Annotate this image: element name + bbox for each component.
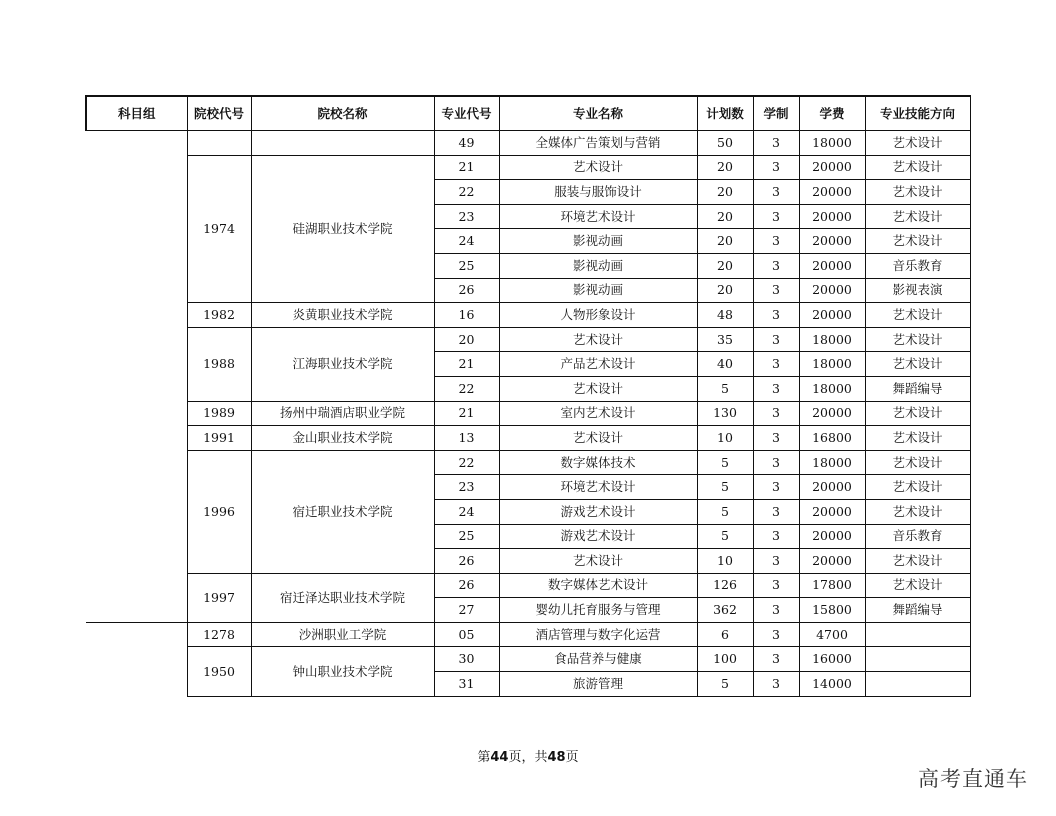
skill-direction-cell: 艺术设计 <box>865 180 970 205</box>
skill-direction-cell: 音乐教育 <box>865 524 970 549</box>
plan-count-cell: 40 <box>697 352 753 377</box>
skill-direction-cell: 艺术设计 <box>865 549 970 574</box>
plan-count-cell: 20 <box>697 229 753 254</box>
tuition-cell: 14000 <box>799 672 865 697</box>
major-code-cell: 24 <box>434 499 499 524</box>
plan-count-cell: 20 <box>697 180 753 205</box>
tuition-cell: 20000 <box>799 524 865 549</box>
major-code-cell: 22 <box>434 450 499 475</box>
major-code-cell: 26 <box>434 549 499 574</box>
plan-count-cell: 6 <box>697 622 753 647</box>
admission-plan-table <box>85 95 971 697</box>
major-name-cell: 游戏艺术设计 <box>499 499 697 524</box>
duration-cell: 3 <box>753 598 799 623</box>
major-name-cell: 影视动画 <box>499 278 697 303</box>
tuition-cell: 15800 <box>799 598 865 623</box>
footer-suffix: 页 <box>565 750 579 765</box>
page-footer <box>0 746 1056 765</box>
major-name-cell: 环境艺术设计 <box>499 475 697 500</box>
plan-count-cell: 5 <box>697 376 753 401</box>
watermark: 高考直通车 <box>918 767 1028 791</box>
header-skill-direction: 专业技能方向 <box>865 96 970 131</box>
skill-direction-cell: 艺术设计 <box>865 499 970 524</box>
duration-cell: 3 <box>753 352 799 377</box>
plan-count-cell: 35 <box>697 327 753 352</box>
header-plan-count: 计划数 <box>697 96 753 131</box>
major-code-cell: 23 <box>434 475 499 500</box>
plan-count-cell: 20 <box>697 253 753 278</box>
school-code-cell: 1988 <box>187 327 251 401</box>
skill-direction-cell: 影视表演 <box>865 278 970 303</box>
table-row <box>86 647 970 672</box>
table-row <box>86 303 970 328</box>
plan-count-cell: 20 <box>697 155 753 180</box>
skill-direction-cell: 艺术设计 <box>865 475 970 500</box>
major-code-cell: 49 <box>434 131 499 156</box>
major-code-cell: 16 <box>434 303 499 328</box>
major-name-cell: 室内艺术设计 <box>499 401 697 426</box>
major-code-cell: 31 <box>434 672 499 697</box>
school-name-cell: 炎黄职业技术学院 <box>251 303 434 328</box>
school-code-cell: 1950 <box>187 647 251 696</box>
duration-cell: 3 <box>753 180 799 205</box>
table-row <box>86 573 970 598</box>
table-row <box>86 622 970 647</box>
header-school-name: 院校名称 <box>251 96 434 131</box>
duration-cell: 3 <box>753 155 799 180</box>
school-code-cell: 1278 <box>187 622 251 647</box>
plan-count-cell: 5 <box>697 672 753 697</box>
tuition-cell: 16800 <box>799 426 865 451</box>
table-row <box>86 401 970 426</box>
tuition-cell: 20000 <box>799 401 865 426</box>
school-name-cell <box>251 131 434 156</box>
school-code-cell: 1996 <box>187 450 251 573</box>
duration-cell: 3 <box>753 475 799 500</box>
plan-count-cell: 130 <box>697 401 753 426</box>
tuition-cell: 20000 <box>799 204 865 229</box>
school-code-cell: 1991 <box>187 426 251 451</box>
table-row <box>86 155 970 180</box>
plan-count-cell: 362 <box>697 598 753 623</box>
skill-direction-cell: 艺术设计 <box>865 229 970 254</box>
major-name-cell: 艺术设计 <box>499 376 697 401</box>
major-name-cell: 人物形象设计 <box>499 303 697 328</box>
major-name-cell: 影视动画 <box>499 229 697 254</box>
major-code-cell: 21 <box>434 352 499 377</box>
table-header-row <box>86 96 970 131</box>
school-name-cell: 沙洲职业工学院 <box>251 622 434 647</box>
school-name-cell: 江海职业技术学院 <box>251 327 434 401</box>
header-school-code: 院校代号 <box>187 96 251 131</box>
major-code-cell: 26 <box>434 573 499 598</box>
major-name-cell: 旅游管理 <box>499 672 697 697</box>
table-row <box>86 327 970 352</box>
tuition-cell: 20000 <box>799 303 865 328</box>
skill-direction-cell: 艺术设计 <box>865 155 970 180</box>
total-pages: 48 <box>547 750 566 765</box>
tuition-cell: 20000 <box>799 475 865 500</box>
major-name-cell: 数字媒体技术 <box>499 450 697 475</box>
skill-direction-cell: 艺术设计 <box>865 204 970 229</box>
duration-cell: 3 <box>753 573 799 598</box>
major-name-cell: 婴幼儿托育服务与管理 <box>499 598 697 623</box>
major-code-cell: 20 <box>434 327 499 352</box>
plan-count-cell: 5 <box>697 450 753 475</box>
header-subject-group: 科目组 <box>86 96 187 131</box>
duration-cell: 3 <box>753 204 799 229</box>
major-name-cell: 产品艺术设计 <box>499 352 697 377</box>
major-code-cell: 24 <box>434 229 499 254</box>
page-number: 44 <box>490 750 509 765</box>
skill-direction-cell <box>865 622 970 647</box>
major-code-cell: 05 <box>434 622 499 647</box>
tuition-cell: 18000 <box>799 327 865 352</box>
subject-group-cell <box>86 622 187 696</box>
duration-cell: 3 <box>753 549 799 574</box>
major-name-cell: 食品营养与健康 <box>499 647 697 672</box>
plan-count-cell: 100 <box>697 647 753 672</box>
major-code-cell: 21 <box>434 155 499 180</box>
duration-cell: 3 <box>753 426 799 451</box>
major-code-cell: 21 <box>434 401 499 426</box>
header-tuition: 学费 <box>799 96 865 131</box>
tuition-cell: 20000 <box>799 499 865 524</box>
tuition-cell: 16000 <box>799 647 865 672</box>
footer-mid: 页，共 <box>508 750 548 765</box>
major-name-cell: 艺术设计 <box>499 155 697 180</box>
school-name-cell: 钟山职业技术学院 <box>251 647 434 696</box>
table-row <box>86 426 970 451</box>
subject-group-cell <box>86 131 187 623</box>
major-name-cell: 游戏艺术设计 <box>499 524 697 549</box>
major-name-cell: 影视动画 <box>499 253 697 278</box>
plan-count-cell: 48 <box>697 303 753 328</box>
school-code-cell: 1974 <box>187 155 251 303</box>
tuition-cell: 4700 <box>799 622 865 647</box>
major-name-cell: 数字媒体艺术设计 <box>499 573 697 598</box>
duration-cell: 3 <box>753 303 799 328</box>
plan-count-cell: 50 <box>697 131 753 156</box>
duration-cell: 3 <box>753 672 799 697</box>
tuition-cell: 18000 <box>799 131 865 156</box>
major-code-cell: 23 <box>434 204 499 229</box>
plan-count-cell: 5 <box>697 524 753 549</box>
duration-cell: 3 <box>753 647 799 672</box>
tuition-cell: 20000 <box>799 180 865 205</box>
table-row <box>86 450 970 475</box>
major-code-cell: 25 <box>434 524 499 549</box>
tuition-cell: 20000 <box>799 229 865 254</box>
skill-direction-cell: 艺术设计 <box>865 573 970 598</box>
duration-cell: 3 <box>753 524 799 549</box>
major-code-cell: 22 <box>434 180 499 205</box>
skill-direction-cell: 舞蹈编导 <box>865 598 970 623</box>
duration-cell: 3 <box>753 253 799 278</box>
skill-direction-cell: 音乐教育 <box>865 253 970 278</box>
major-name-cell: 艺术设计 <box>499 549 697 574</box>
tuition-cell: 17800 <box>799 573 865 598</box>
skill-direction-cell: 艺术设计 <box>865 401 970 426</box>
duration-cell: 3 <box>753 499 799 524</box>
school-name-cell: 宿迁职业技术学院 <box>251 450 434 573</box>
major-code-cell: 22 <box>434 376 499 401</box>
school-name-cell: 宿迁泽达职业技术学院 <box>251 573 434 622</box>
duration-cell: 3 <box>753 622 799 647</box>
table-row <box>86 131 970 156</box>
skill-direction-cell <box>865 672 970 697</box>
tuition-cell: 18000 <box>799 352 865 377</box>
duration-cell: 3 <box>753 327 799 352</box>
school-name-cell: 扬州中瑞酒店职业学院 <box>251 401 434 426</box>
footer-prefix: 第 <box>477 750 491 765</box>
duration-cell: 3 <box>753 278 799 303</box>
skill-direction-cell: 舞蹈编导 <box>865 376 970 401</box>
major-name-cell: 艺术设计 <box>499 426 697 451</box>
plan-count-cell: 5 <box>697 499 753 524</box>
school-name-cell: 硅湖职业技术学院 <box>251 155 434 303</box>
major-name-cell: 全媒体广告策划与营销 <box>499 131 697 156</box>
plan-count-cell: 20 <box>697 278 753 303</box>
major-name-cell: 酒店管理与数字化运营 <box>499 622 697 647</box>
school-code-cell: 1982 <box>187 303 251 328</box>
skill-direction-cell: 艺术设计 <box>865 303 970 328</box>
tuition-cell: 18000 <box>799 376 865 401</box>
duration-cell: 3 <box>753 376 799 401</box>
tuition-cell: 20000 <box>799 278 865 303</box>
header-duration: 学制 <box>753 96 799 131</box>
duration-cell: 3 <box>753 229 799 254</box>
plan-count-cell: 10 <box>697 549 753 574</box>
school-code-cell: 1989 <box>187 401 251 426</box>
skill-direction-cell: 艺术设计 <box>865 327 970 352</box>
plan-count-cell: 10 <box>697 426 753 451</box>
school-code-cell: 1997 <box>187 573 251 622</box>
skill-direction-cell <box>865 647 970 672</box>
major-name-cell: 艺术设计 <box>499 327 697 352</box>
tuition-cell: 18000 <box>799 450 865 475</box>
major-name-cell: 服装与服饰设计 <box>499 180 697 205</box>
skill-direction-cell: 艺术设计 <box>865 131 970 156</box>
major-code-cell: 27 <box>434 598 499 623</box>
major-code-cell: 13 <box>434 426 499 451</box>
plan-count-cell: 126 <box>697 573 753 598</box>
plan-count-cell: 5 <box>697 475 753 500</box>
school-code-cell <box>187 131 251 156</box>
duration-cell: 3 <box>753 450 799 475</box>
duration-cell: 3 <box>753 131 799 156</box>
skill-direction-cell: 艺术设计 <box>865 426 970 451</box>
major-code-cell: 30 <box>434 647 499 672</box>
tuition-cell: 20000 <box>799 549 865 574</box>
skill-direction-cell: 艺术设计 <box>865 450 970 475</box>
header-major-name: 专业名称 <box>499 96 697 131</box>
duration-cell: 3 <box>753 401 799 426</box>
skill-direction-cell: 艺术设计 <box>865 352 970 377</box>
school-name-cell: 金山职业技术学院 <box>251 426 434 451</box>
major-code-cell: 25 <box>434 253 499 278</box>
tuition-cell: 20000 <box>799 155 865 180</box>
major-name-cell: 环境艺术设计 <box>499 204 697 229</box>
tuition-cell: 20000 <box>799 253 865 278</box>
major-code-cell: 26 <box>434 278 499 303</box>
header-major-code: 专业代号 <box>434 96 499 131</box>
plan-count-cell: 20 <box>697 204 753 229</box>
